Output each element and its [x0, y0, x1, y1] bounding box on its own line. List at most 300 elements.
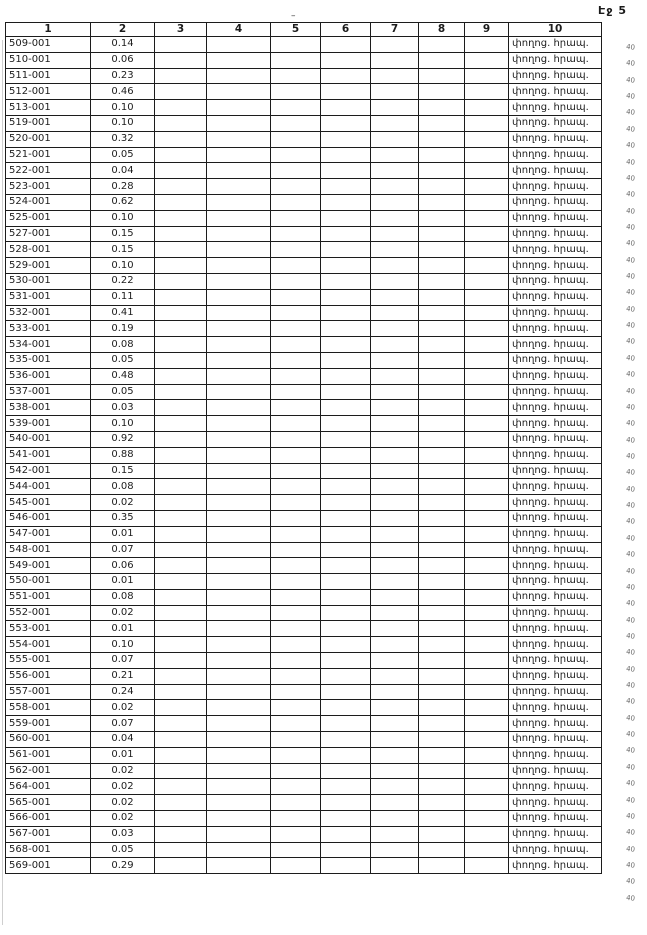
empty-cell: [321, 621, 371, 637]
empty-cell: [155, 621, 207, 637]
margin-mark: 40: [625, 468, 636, 478]
empty-cell: [419, 747, 465, 763]
row-note-cell: փողոց. հրապ.: [509, 653, 602, 669]
empty-cell: [207, 795, 271, 811]
empty-cell: [465, 716, 509, 732]
row-id-cell: 545-001: [6, 495, 91, 511]
empty-cell: [155, 147, 207, 163]
row-id-cell: 528-001: [6, 242, 91, 258]
margin-mark: 40: [625, 811, 636, 821]
row-note-cell: փողոց. հրապ.: [509, 779, 602, 795]
empty-cell: [207, 589, 271, 605]
row-note-cell: փողոց. հրապ.: [509, 621, 602, 637]
empty-cell: [371, 526, 419, 542]
empty-cell: [465, 194, 509, 210]
empty-cell: [321, 305, 371, 321]
empty-cell: [155, 510, 207, 526]
empty-cell: [207, 779, 271, 795]
empty-cell: [371, 131, 419, 147]
empty-cell: [371, 716, 419, 732]
empty-cell: [321, 668, 371, 684]
empty-cell: [207, 147, 271, 163]
row-note-cell: փողոց. հրապ.: [509, 684, 602, 700]
empty-cell: [321, 574, 371, 590]
table-row: [6, 463, 602, 479]
empty-cell: [465, 400, 509, 416]
row-id-cell: 558-001: [6, 700, 91, 716]
table-row: [6, 716, 602, 732]
row-note-cell: փողոց. հրապ.: [509, 321, 602, 337]
row-value-cell: 0.14: [91, 37, 155, 53]
row-note-cell: փողոց. հրապ.: [509, 716, 602, 732]
empty-cell: [465, 273, 509, 289]
table-row: [6, 668, 602, 684]
row-note-cell: փողոց. հրապ.: [509, 368, 602, 384]
empty-cell: [465, 52, 509, 68]
empty-cell: [207, 637, 271, 653]
margin-mark: 40: [625, 402, 636, 412]
empty-cell: [419, 826, 465, 842]
row-value-cell: 0.01: [91, 526, 155, 542]
empty-cell: [271, 621, 321, 637]
empty-cell: [207, 368, 271, 384]
empty-cell: [465, 763, 509, 779]
margin-mark: 40: [625, 419, 636, 429]
margin-mark: 40: [625, 369, 636, 380]
table-row: [6, 495, 602, 511]
table-row: [6, 447, 602, 463]
column-header: 9: [465, 23, 509, 37]
empty-cell: [207, 700, 271, 716]
table-row: [6, 558, 602, 574]
empty-cell: [371, 653, 419, 669]
margin-mark: 40: [625, 599, 636, 609]
empty-cell: [321, 700, 371, 716]
margin-mark: 40: [625, 157, 636, 167]
row-id-cell: 532-001: [6, 305, 91, 321]
row-id-cell: 565-001: [6, 795, 91, 811]
empty-cell: [321, 510, 371, 526]
row-id-cell: 539-001: [6, 416, 91, 432]
empty-cell: [207, 400, 271, 416]
empty-cell: [155, 795, 207, 811]
row-note-cell: փողոց. հրապ.: [509, 179, 602, 195]
row-id-cell: 509-001: [6, 37, 91, 53]
empty-cell: [271, 337, 321, 353]
empty-cell: [419, 400, 465, 416]
empty-cell: [371, 479, 419, 495]
empty-cell: [321, 716, 371, 732]
row-value-cell: 0.46: [91, 84, 155, 100]
row-id-cell: 557-001: [6, 684, 91, 700]
empty-cell: [371, 510, 419, 526]
row-value-cell: 0.04: [91, 163, 155, 179]
empty-cell: [207, 732, 271, 748]
row-note-cell: փողոց. հրապ.: [509, 289, 602, 305]
margin-mark: 40: [625, 75, 636, 85]
margin-mark: 40: [625, 108, 636, 118]
row-note-cell: փողոց. հրապ.: [509, 273, 602, 289]
empty-cell: [321, 589, 371, 605]
empty-cell: [419, 305, 465, 321]
row-id-cell: 512-001: [6, 84, 91, 100]
empty-cell: [465, 779, 509, 795]
row-id-cell: 549-001: [6, 558, 91, 574]
table-row: [6, 747, 602, 763]
empty-cell: [465, 510, 509, 526]
empty-cell: [419, 131, 465, 147]
margin-mark: 40: [625, 631, 636, 641]
empty-cell: [371, 179, 419, 195]
empty-cell: [155, 700, 207, 716]
row-id-cell: 556-001: [6, 668, 91, 684]
empty-cell: [207, 653, 271, 669]
empty-cell: [155, 637, 207, 653]
empty-cell: [465, 384, 509, 400]
empty-cell: [465, 684, 509, 700]
row-id-cell: 524-001: [6, 194, 91, 210]
row-value-cell: 0.05: [91, 384, 155, 400]
empty-cell: [321, 811, 371, 827]
empty-cell: [465, 163, 509, 179]
empty-cell: [371, 763, 419, 779]
empty-cell: [271, 479, 321, 495]
row-note-cell: փողոց. հրապ.: [509, 163, 602, 179]
empty-cell: [271, 574, 321, 590]
empty-cell: [271, 163, 321, 179]
table-row: [6, 811, 602, 827]
margin-mark: 40: [625, 304, 636, 314]
empty-cell: [371, 416, 419, 432]
margin-mark: 40: [625, 206, 636, 216]
empty-cell: [321, 447, 371, 463]
empty-cell: [419, 447, 465, 463]
empty-cell: [371, 574, 419, 590]
row-id-cell: 544-001: [6, 479, 91, 495]
row-note-cell: փողոց. հրապ.: [509, 700, 602, 716]
row-value-cell: 0.23: [91, 68, 155, 84]
row-value-cell: 0.29: [91, 858, 155, 874]
empty-cell: [371, 542, 419, 558]
empty-cell: [207, 100, 271, 116]
empty-cell: [207, 542, 271, 558]
empty-cell: [371, 163, 419, 179]
margin-mark: 40: [625, 337, 636, 347]
row-note-cell: փողոց. հրապ.: [509, 52, 602, 68]
empty-cell: [465, 37, 509, 53]
table-row: [6, 700, 602, 716]
table-row: [6, 589, 602, 605]
row-id-cell: 540-001: [6, 431, 91, 447]
row-value-cell: 0.02: [91, 495, 155, 511]
empty-cell: [419, 495, 465, 511]
empty-cell: [371, 795, 419, 811]
empty-cell: [271, 273, 321, 289]
empty-cell: [321, 495, 371, 511]
row-id-cell: 513-001: [6, 100, 91, 116]
empty-cell: [271, 179, 321, 195]
empty-cell: [207, 495, 271, 511]
table-row: [6, 416, 602, 432]
row-note-cell: փողոց. հրապ.: [509, 352, 602, 368]
empty-cell: [419, 589, 465, 605]
empty-cell: [155, 447, 207, 463]
empty-cell: [371, 194, 419, 210]
empty-cell: [419, 558, 465, 574]
empty-cell: [419, 163, 465, 179]
empty-cell: [371, 621, 419, 637]
empty-cell: [465, 226, 509, 242]
empty-cell: [419, 700, 465, 716]
row-id-cell: 530-001: [6, 273, 91, 289]
empty-cell: [155, 210, 207, 226]
empty-cell: [321, 732, 371, 748]
row-id-cell: 520-001: [6, 131, 91, 147]
empty-cell: [321, 242, 371, 258]
table-body: [6, 37, 602, 874]
empty-cell: [155, 384, 207, 400]
empty-cell: [465, 131, 509, 147]
empty-cell: [207, 842, 271, 858]
row-value-cell: 0.10: [91, 258, 155, 274]
row-id-cell: 560-001: [6, 732, 91, 748]
empty-cell: [271, 795, 321, 811]
empty-cell: [155, 289, 207, 305]
empty-cell: [419, 84, 465, 100]
table-row: [6, 321, 602, 337]
empty-cell: [465, 68, 509, 84]
empty-cell: [419, 574, 465, 590]
empty-cell: [371, 605, 419, 621]
empty-cell: [207, 37, 271, 53]
empty-cell: [207, 321, 271, 337]
margin-mark: 40: [625, 860, 636, 870]
table-row: [6, 352, 602, 368]
table-row: [6, 605, 602, 621]
empty-cell: [207, 163, 271, 179]
empty-cell: [419, 716, 465, 732]
row-value-cell: 0.02: [91, 605, 155, 621]
table-row: [6, 163, 602, 179]
row-value-cell: 0.06: [91, 558, 155, 574]
margin-mark: 40: [625, 320, 636, 330]
empty-cell: [155, 574, 207, 590]
empty-cell: [271, 826, 321, 842]
margin-mark: 40: [625, 549, 636, 559]
row-id-cell: 553-001: [6, 621, 91, 637]
empty-cell: [419, 226, 465, 242]
row-value-cell: 0.05: [91, 352, 155, 368]
empty-cell: [371, 147, 419, 163]
empty-cell: [321, 842, 371, 858]
empty-cell: [465, 558, 509, 574]
empty-cell: [371, 400, 419, 416]
empty-cell: [155, 115, 207, 131]
empty-cell: [419, 352, 465, 368]
row-value-cell: 0.15: [91, 463, 155, 479]
empty-cell: [207, 258, 271, 274]
empty-cell: [155, 495, 207, 511]
empty-cell: [207, 431, 271, 447]
empty-cell: [271, 416, 321, 432]
row-value-cell: 0.22: [91, 273, 155, 289]
margin-mark: 40: [625, 713, 636, 723]
empty-cell: [271, 100, 321, 116]
empty-cell: [155, 226, 207, 242]
empty-cell: [419, 637, 465, 653]
empty-cell: [465, 589, 509, 605]
empty-cell: [207, 305, 271, 321]
empty-cell: [371, 289, 419, 305]
column-header: 7: [371, 23, 419, 37]
margin-mark: 40: [625, 533, 636, 543]
row-note-cell: փողոց. հրապ.: [509, 732, 602, 748]
row-value-cell: 0.92: [91, 431, 155, 447]
empty-cell: [321, 479, 371, 495]
empty-cell: [419, 37, 465, 53]
empty-cell: [207, 242, 271, 258]
empty-cell: [465, 115, 509, 131]
table-row: [6, 37, 602, 53]
empty-cell: [271, 747, 321, 763]
row-value-cell: 0.35: [91, 510, 155, 526]
empty-cell: [321, 384, 371, 400]
row-note-cell: փողոց. հրապ.: [509, 431, 602, 447]
table-row: [6, 210, 602, 226]
row-value-cell: 0.03: [91, 400, 155, 416]
empty-cell: [207, 526, 271, 542]
empty-cell: [155, 100, 207, 116]
empty-cell: [321, 558, 371, 574]
empty-cell: [271, 763, 321, 779]
empty-cell: [419, 273, 465, 289]
empty-cell: [207, 858, 271, 874]
empty-cell: [155, 273, 207, 289]
empty-cell: [465, 352, 509, 368]
table-row: [6, 242, 602, 258]
empty-cell: [271, 305, 321, 321]
empty-cell: [419, 68, 465, 84]
row-value-cell: 0.10: [91, 416, 155, 432]
empty-cell: [155, 779, 207, 795]
row-value-cell: 0.06: [91, 52, 155, 68]
table-row: [6, 337, 602, 353]
margin-mark: 40: [625, 729, 636, 739]
empty-cell: [207, 68, 271, 84]
empty-cell: [371, 352, 419, 368]
row-value-cell: 0.07: [91, 653, 155, 669]
row-value-cell: 0.04: [91, 732, 155, 748]
empty-cell: [207, 605, 271, 621]
empty-cell: [207, 289, 271, 305]
margin-mark: 40: [625, 173, 636, 183]
empty-cell: [321, 337, 371, 353]
empty-cell: [155, 558, 207, 574]
empty-cell: [155, 84, 207, 100]
margin-mark: 40: [625, 271, 636, 281]
empty-cell: [419, 210, 465, 226]
empty-cell: [321, 273, 371, 289]
empty-cell: [371, 52, 419, 68]
row-note-cell: փողոց. հրապ.: [509, 37, 602, 53]
empty-cell: [321, 826, 371, 842]
empty-cell: [207, 337, 271, 353]
empty-cell: [371, 779, 419, 795]
margin-mark: 40: [625, 746, 636, 756]
row-value-cell: 0.48: [91, 368, 155, 384]
empty-cell: [271, 431, 321, 447]
row-id-cell: 550-001: [6, 574, 91, 590]
empty-cell: [371, 210, 419, 226]
row-note-cell: փողոց. հրապ.: [509, 416, 602, 432]
empty-cell: [465, 447, 509, 463]
row-note-cell: փողոց. հրապ.: [509, 210, 602, 226]
empty-cell: [419, 463, 465, 479]
empty-cell: [271, 510, 321, 526]
margin-mark: 40: [625, 795, 636, 805]
table-row: [6, 858, 602, 874]
empty-cell: [371, 732, 419, 748]
empty-cell: [155, 842, 207, 858]
empty-cell: [321, 637, 371, 653]
row-note-cell: փողոց. հրապ.: [509, 747, 602, 763]
empty-cell: [371, 368, 419, 384]
row-id-cell: 538-001: [6, 400, 91, 416]
empty-cell: [465, 542, 509, 558]
table-row: [6, 684, 602, 700]
empty-cell: [207, 115, 271, 131]
empty-cell: [321, 416, 371, 432]
empty-cell: [419, 842, 465, 858]
empty-cell: [419, 858, 465, 874]
empty-cell: [465, 416, 509, 432]
table-row: [6, 147, 602, 163]
empty-cell: [207, 510, 271, 526]
empty-cell: [419, 115, 465, 131]
row-value-cell: 0.10: [91, 210, 155, 226]
row-note-cell: փողոց. հրապ.: [509, 68, 602, 84]
empty-cell: [465, 842, 509, 858]
row-id-cell: 562-001: [6, 763, 91, 779]
row-note-cell: փողոց. հրապ.: [509, 337, 602, 353]
empty-cell: [371, 321, 419, 337]
empty-cell: [155, 463, 207, 479]
row-id-cell: 548-001: [6, 542, 91, 558]
empty-cell: [419, 732, 465, 748]
empty-cell: [271, 700, 321, 716]
empty-cell: [465, 621, 509, 637]
row-id-cell: 559-001: [6, 716, 91, 732]
row-note-cell: փողոց. հրապ.: [509, 84, 602, 100]
row-value-cell: 0.07: [91, 542, 155, 558]
margin-mark: 40: [625, 566, 636, 576]
empty-cell: [155, 716, 207, 732]
empty-cell: [321, 779, 371, 795]
margin-mark: 40: [625, 140, 636, 150]
table-row: [6, 273, 602, 289]
empty-cell: [465, 258, 509, 274]
row-value-cell: 0.02: [91, 795, 155, 811]
empty-cell: [321, 795, 371, 811]
row-value-cell: 0.01: [91, 574, 155, 590]
row-id-cell: 527-001: [6, 226, 91, 242]
empty-cell: [271, 732, 321, 748]
empty-cell: [207, 416, 271, 432]
empty-cell: [419, 684, 465, 700]
row-id-cell: 568-001: [6, 842, 91, 858]
empty-cell: [371, 115, 419, 131]
column-header: 10: [509, 23, 602, 37]
